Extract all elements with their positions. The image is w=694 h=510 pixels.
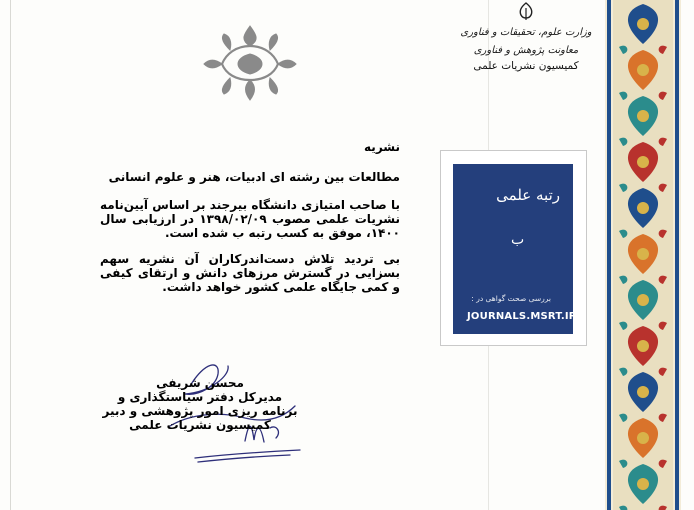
badge-site: JOURNALS.MSRT.IR <box>467 311 577 322</box>
border-motif-center <box>637 110 649 122</box>
ministry-emblem-icon <box>515 2 537 22</box>
arabesque-ornament <box>200 24 300 102</box>
border-motif-center <box>637 64 649 76</box>
signer-name: محسن شریفی <box>156 376 244 390</box>
rank-badge <box>453 164 577 334</box>
badge-rank: ب <box>511 232 525 248</box>
journal-name: مطالعات بین رشته ای ادبیات، هنر و علوم انسانی <box>108 170 400 184</box>
border-motif-center <box>637 432 649 444</box>
paragraph-approval: با صاحب امتیازی دانشگاه بیرجند بر اساس آیین‌نامه نشریات علمی مصوب ۱۳۹۸/۰۲/۰۹ در ارزیابی سال ۱۴۰۰، موفق به کسب رتبه ب شده است. <box>100 198 401 240</box>
commission-name: کمیسیون نشریات علمی <box>473 60 579 73</box>
badge-title: رتبه علمی <box>496 186 560 204</box>
border-motif-center <box>637 248 649 260</box>
paragraph-closing: بی تردید تلاش دست‌اندرکاران آن نشریه سهم بسزایی در گسترش مرزهای دانش و ارتقای کیفی و کمی جایگاه علمی کشور خواهد داشت. <box>100 252 400 294</box>
border-motif-center <box>637 156 649 168</box>
border-motif-center <box>637 294 649 306</box>
decorative-border <box>605 0 681 510</box>
signature-block <box>100 376 300 432</box>
letter-body <box>100 140 400 294</box>
border-motif-center <box>637 340 649 352</box>
badge-verify-text: بررسی صحت گواهی در : <box>471 294 551 303</box>
journal-label: نشریه <box>364 140 400 154</box>
signer-title: مدیرکل دفتر سیاستگذاری و برنامه ریزی امور پژوهشی و دبیر کمیسیون نشریات علمی <box>102 390 298 432</box>
ministry-header <box>446 2 606 73</box>
border-motif-center <box>637 18 649 30</box>
border-motif-center <box>637 202 649 214</box>
border-motif-center <box>637 478 649 490</box>
border-motif-center <box>637 386 649 398</box>
deputy-name: معاونت پژوهش و فناوری <box>473 45 579 57</box>
ministry-name: وزارت علوم، تحقیقات و فناوری <box>460 27 592 39</box>
left-margin-line <box>10 0 11 510</box>
